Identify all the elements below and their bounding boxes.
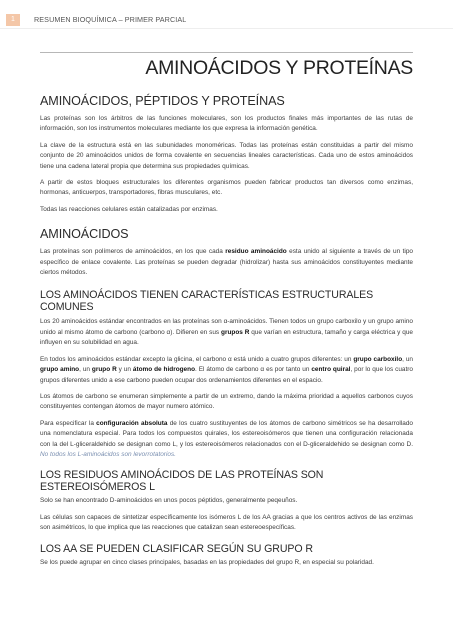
header-divider	[0, 28, 453, 29]
note-text: No todos los L-aminoácidos son levorrotatorios.	[40, 450, 176, 458]
paragraph: A partir de estos bloques estructurales los diferentes organismos pueden fabricar productos tan diversos como enzimas, hormonas, anticuerpos, transportadores, fibras musculares, etc.	[40, 179, 413, 197]
paragraph: Los átomos de carbono se enumeran simplemente a partir de un extremo, dando la máxima prioridad a aquellos carbonos cuyos constituyentes contengan átomos de mayor numero atómico.	[40, 392, 413, 411]
title-divider	[40, 52, 413, 53]
paragraph: Las células son capaces de sintetizar específicamente los isómeros L de los AA gracias a que los centros activos de las enzimas son asimétricos, lo que implica que las reacciones que catalizan sean estereoespecíficas.	[40, 513, 413, 532]
section-heading: LOS RESIDUOS AMINOÁCIDOS DE LAS PROTEÍNAS SON ESTEREOISÓMEROS L	[40, 469, 324, 494]
document-body	[40, 92, 413, 568]
paragraph: Las proteínas son los árbitros de las funciones moleculares, son los productos finales más importantes de las rutas de información, son los instrumentos moleculares mediante los que expresa la información genética.	[40, 115, 413, 133]
running-header: RESUMEN BIOQUÍMICA – PRIMER PARCIAL	[34, 15, 187, 24]
paragraph: Se los puede agrupar en cinco clases principales, basadas en las propiedades del grupo R, en especial su polaridad.	[40, 558, 374, 566]
paragraph: Las proteínas son polímeros de aminoácidos, en los que cada residuo aminoácido esta unido al siguiente a través de un tipo específico de enlace covalente. Las proteínas se pueden degradar (hidrolizar) hasta sus aminoácidos constituyentes mediante ciertos métodos.	[40, 248, 413, 277]
document-title: AMINOÁCIDOS Y PROTEÍNAS	[145, 57, 413, 79]
section-heading: AMINOÁCIDOS, PÉPTIDOS Y PROTEÍNAS	[40, 94, 285, 108]
section-heading: LOS AA SE PUEDEN CLASIFICAR SEGÚN SU GRUPO R	[40, 542, 313, 555]
paragraph: Para especificar la configuración absoluta de los cuatro sustituyentes de los átomos de carbono simétricos se ha desarrollado una nomenclatura especial. Para todos los compuestos quirales, los estereoisómeros que tienen una configuración relacionada con la del L-gliceraldehido se designan como L, y los estereoisómeros relacionados con el D-gliceraldehido se designan como D. No todos los L-aminoácidos son levorrotatorios.	[40, 419, 413, 458]
paragraph: La clave de la estructura está en las subunidades monoméricas. Todas las proteínas están constituidas a partir del mismo conjunto de 20 aminoácidos unidos de forma covalente en secuencias lineales características. Cada uno de estos aminoácidos tiene una cadena lateral propia que determina sus propiedades químicas.	[40, 141, 413, 170]
paragraph: Los 20 aminoácidos estándar encontrados en las proteínas son α-aminoácidos. Tienen todos un grupo carboxilo y un grupo amino unido al mismo átomo de carbono (carbono α). Difieren en sus grupos R que varían en estructura, tamaño y carga eléctrica y que influyen en su solubilidad en agua.	[40, 318, 413, 347]
section-heading: AMINOÁCIDOS	[40, 227, 129, 242]
section-heading: LOS AMINOÁCIDOS TIENEN CARACTERÍSTICAS ESTRUCTURALES COMUNES	[40, 289, 374, 314]
paragraph: En todos los aminoácidos estándar excepto la glicina, el carbono α está unido a cuatro grupos diferentes: un grupo carboxilo, un grupo amino, un grupo R y un átomo de hidrogeno. El átomo de carbono α es por tanto un centro quiral, por lo que los cuatro grupos diferentes unido a ese carbono pueden ocupar dos ordenamientos diferentes en el espacio.	[40, 355, 414, 384]
page-number: 1	[6, 14, 20, 26]
paragraph: Solo se han encontrado D-aminoácidos en unos pocos péptidos, generalmente peqeuños.	[40, 497, 298, 505]
paragraph: Todas las reacciones celulares están catalizadas por enzimas.	[40, 205, 218, 213]
